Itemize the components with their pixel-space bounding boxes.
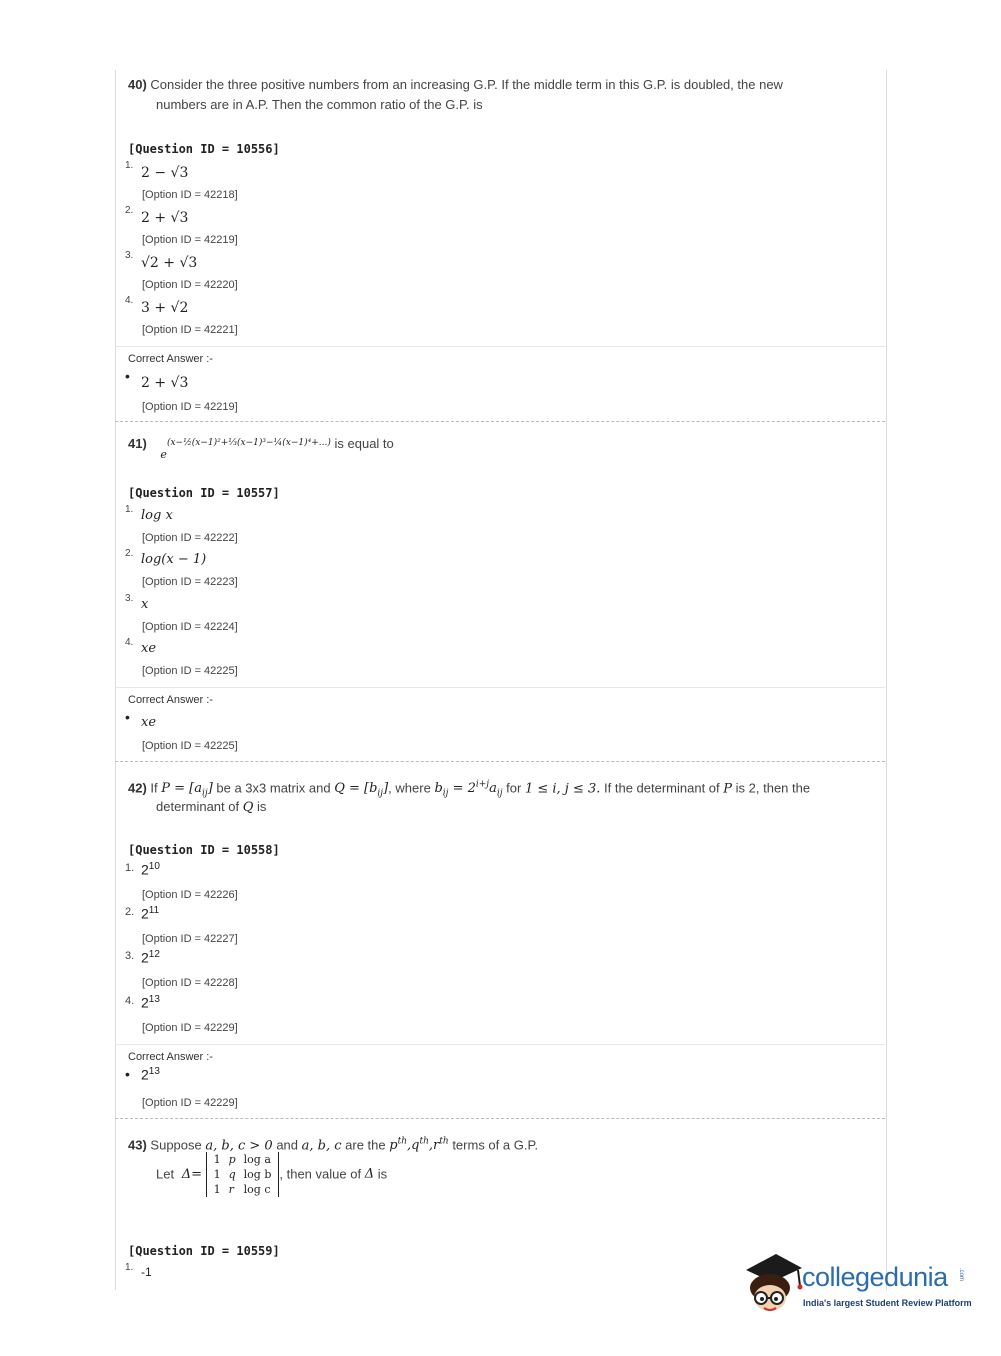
- math: a: [489, 781, 497, 797]
- det-row: [210, 1167, 276, 1182]
- option-number: 1.: [125, 1262, 134, 1273]
- question-number: 43): [128, 1137, 147, 1153]
- correct-answer-option-id: [Option ID = 42229]: [142, 1097, 238, 1109]
- text: If the determinant of: [604, 780, 720, 796]
- exponent: 13: [148, 1066, 160, 1077]
- bullet: •: [125, 1066, 130, 1082]
- math: = 2: [452, 781, 476, 797]
- det-cell: q: [228, 1168, 236, 1181]
- option-3[interactable]: [125, 947, 325, 991]
- question-42-line2: [156, 797, 266, 818]
- math-p: P = [a: [161, 781, 203, 797]
- option-id: [Option ID = 42219]: [142, 234, 238, 246]
- text: is: [257, 799, 267, 814]
- option-id: [Option ID = 42226]: [142, 889, 238, 901]
- option-number: 2.: [125, 548, 134, 559]
- text: Suppose: [150, 1137, 202, 1153]
- subscript: ij: [202, 788, 208, 799]
- option-number: 3.: [125, 950, 135, 962]
- option-number: 4.: [125, 295, 134, 306]
- divider: [115, 687, 885, 688]
- correct-answer-option-id: [Option ID = 42225]: [142, 740, 238, 752]
- option-number: 3.: [125, 250, 134, 261]
- question-number: 42): [128, 780, 147, 796]
- option-id: [Option ID = 42221]: [142, 324, 238, 336]
- option-math: 2 − √3: [141, 165, 189, 181]
- option-math: [141, 994, 160, 1011]
- brand-domain: .com: [958, 1268, 964, 1282]
- math-abc: a, b, c: [301, 1138, 342, 1154]
- option-4[interactable]: [125, 295, 325, 340]
- math-q: Q: [242, 800, 254, 815]
- option-math: log(x − 1): [141, 552, 207, 567]
- math-p: P: [723, 781, 733, 797]
- option-value: -1: [141, 1265, 152, 1279]
- superscript: th: [419, 1137, 429, 1147]
- text: is 2, then the: [735, 780, 811, 796]
- option-id: [Option ID = 42225]: [142, 665, 238, 677]
- option-math: log x: [141, 508, 173, 523]
- option-4[interactable]: [125, 637, 325, 681]
- det-cell: log a: [243, 1153, 271, 1166]
- base: 2: [141, 861, 149, 878]
- bullet: •: [125, 368, 130, 384]
- correct-answer-math: 2 + √3: [141, 375, 189, 391]
- collegedunia-logo[interactable]: [740, 1248, 970, 1323]
- option-id: [Option ID = 42229]: [142, 1022, 238, 1034]
- text: Let: [156, 1166, 175, 1182]
- base: 2: [141, 994, 149, 1011]
- text-if: If: [150, 780, 158, 796]
- option-id: [Option ID = 42222]: [142, 532, 238, 544]
- question-suffix: is equal to: [334, 436, 394, 451]
- option-math: 3 + √2: [141, 300, 189, 316]
- math-delta: Δ: [364, 1166, 375, 1182]
- expr-base: e: [160, 448, 167, 461]
- det-cell: log b: [243, 1168, 272, 1181]
- matrix-q: $Q = [b_{ij}]$: [334, 781, 389, 799]
- correct-answer-label: Correct Answer :-: [128, 1051, 213, 1063]
- math: q: [411, 1138, 420, 1154]
- option-id: [Option ID = 42220]: [142, 279, 238, 291]
- correct-answer-label: Correct Answer :-: [128, 353, 213, 365]
- option-2[interactable]: [125, 903, 325, 947]
- option-id: [Option ID = 42223]: [142, 576, 238, 588]
- subscript: ij: [442, 788, 449, 799]
- subscript: ij: [377, 788, 384, 799]
- option-number: 2.: [125, 205, 134, 216]
- option-math: √2 + √3: [141, 255, 198, 271]
- text: be a 3x3 matrix and: [216, 780, 331, 796]
- question-40: [128, 75, 848, 95]
- question-separator: [115, 761, 885, 762]
- math: r: [433, 1138, 440, 1154]
- option-math: 2 + √3: [141, 210, 189, 226]
- det-row: [210, 1182, 276, 1197]
- math-condition: a, b, c > 0: [205, 1138, 273, 1154]
- det-cell: p: [228, 1153, 236, 1166]
- text: and: [276, 1137, 299, 1153]
- base: 2: [141, 1066, 149, 1083]
- base: 2: [141, 905, 149, 922]
- option-2[interactable]: [125, 205, 325, 250]
- math-q: Q = [b: [334, 781, 378, 797]
- divider: [115, 346, 885, 347]
- question-id: [Question ID = 10558]: [128, 843, 280, 857]
- question-41: [128, 434, 394, 461]
- det-cell: log c: [243, 1183, 271, 1196]
- correct-answer-option-id: [Option ID = 42219]: [142, 401, 238, 413]
- superscript: th: [397, 1137, 408, 1147]
- option-id: [Option ID = 42218]: [142, 189, 238, 201]
- option-1[interactable]: [125, 1262, 245, 1282]
- option-number: 1.: [125, 160, 134, 171]
- option-id: [Option ID = 42228]: [142, 977, 238, 989]
- divider: [115, 1044, 885, 1045]
- mascot-icon: [740, 1248, 804, 1318]
- option-3[interactable]: [125, 250, 325, 295]
- question-43-line2: [156, 1152, 387, 1197]
- correct-answer-math: xe: [141, 715, 157, 730]
- correct-answer-label: Correct Answer :-: [128, 694, 213, 706]
- text: , where: [388, 780, 431, 796]
- exponent: 12: [148, 949, 160, 960]
- det-cell: r: [228, 1183, 234, 1196]
- det-cell: 1: [213, 1183, 221, 1196]
- question-id: [Question ID = 10557]: [128, 486, 280, 500]
- text: is: [377, 1166, 388, 1182]
- option-number: 1.: [125, 862, 135, 874]
- brand-name: collegedunia: [802, 1262, 948, 1292]
- option-id: [Option ID = 42227]: [142, 933, 238, 945]
- brand-tagline: India's largest Student Review Platform: [803, 1298, 972, 1308]
- det-cell: 1: [213, 1168, 221, 1181]
- option-number: 1.: [125, 504, 134, 515]
- option-1[interactable]: [125, 859, 325, 903]
- text: for: [506, 780, 522, 796]
- det-row: [210, 1152, 276, 1167]
- option-math: [141, 861, 160, 878]
- subscript: ij: [496, 788, 503, 799]
- text: are the: [345, 1137, 386, 1153]
- option-number: 2.: [125, 906, 135, 918]
- text: determinant of: [156, 799, 240, 814]
- option-1[interactable]: [125, 504, 325, 548]
- option-1[interactable]: [125, 160, 325, 205]
- option-math: [141, 905, 159, 922]
- math-range: 1 ≤ i, j ≤ 3.: [524, 781, 601, 797]
- question-id: [Question ID = 10556]: [128, 142, 280, 156]
- text: , then value of: [279, 1166, 362, 1182]
- expr-exponent: (x−½(x−1)²+⅓(x−1)³−¼(x−1)⁴+...): [166, 438, 331, 448]
- determinant-matrix: [206, 1152, 280, 1197]
- option-4[interactable]: [125, 992, 325, 1036]
- correct-answer-math: [141, 1066, 160, 1083]
- option-id: [Option ID = 42224]: [142, 621, 238, 633]
- base: 2: [141, 949, 149, 966]
- math: p: [389, 1138, 398, 1154]
- text: terms of a G.P.: [452, 1137, 539, 1153]
- exponent: 10: [148, 861, 160, 872]
- option-number: 4.: [125, 637, 134, 648]
- question-id: [Question ID = 10559]: [128, 1244, 280, 1258]
- question-text-line2: numbers are in A.P. Then the common ratio of the G.P. is: [156, 97, 483, 112]
- question-separator: [115, 1118, 885, 1119]
- bullet: •: [125, 709, 130, 725]
- option-number: 4.: [125, 995, 135, 1007]
- option-math: xe: [141, 641, 157, 656]
- superscript: i+j: [475, 780, 490, 790]
- question-number: 40): [128, 77, 147, 92]
- option-3[interactable]: [125, 593, 325, 637]
- option-math: x: [141, 597, 149, 612]
- option-2[interactable]: [125, 548, 325, 592]
- exponent: 11: [148, 905, 160, 916]
- question-text-line1: Consider the three positive numbers from an increasing G.P. If the middle term in this G.P. is doubled, the new: [150, 77, 783, 92]
- option-number: 3.: [125, 593, 134, 604]
- question-number: 41): [128, 436, 147, 451]
- math-delta: Δ=: [181, 1166, 202, 1182]
- superscript: th: [439, 1137, 449, 1147]
- option-math: [141, 949, 160, 966]
- formula-bij: [434, 780, 503, 799]
- question-separator: [115, 421, 885, 422]
- exponent: 13: [148, 994, 160, 1005]
- det-cell: 1: [213, 1153, 221, 1166]
- math: b: [434, 781, 443, 797]
- math-pqr-th: $p^{th},q^{th},r^{th}$: [389, 1137, 449, 1154]
- matrix-p: $P = [a_{ij}]$: [161, 781, 213, 799]
